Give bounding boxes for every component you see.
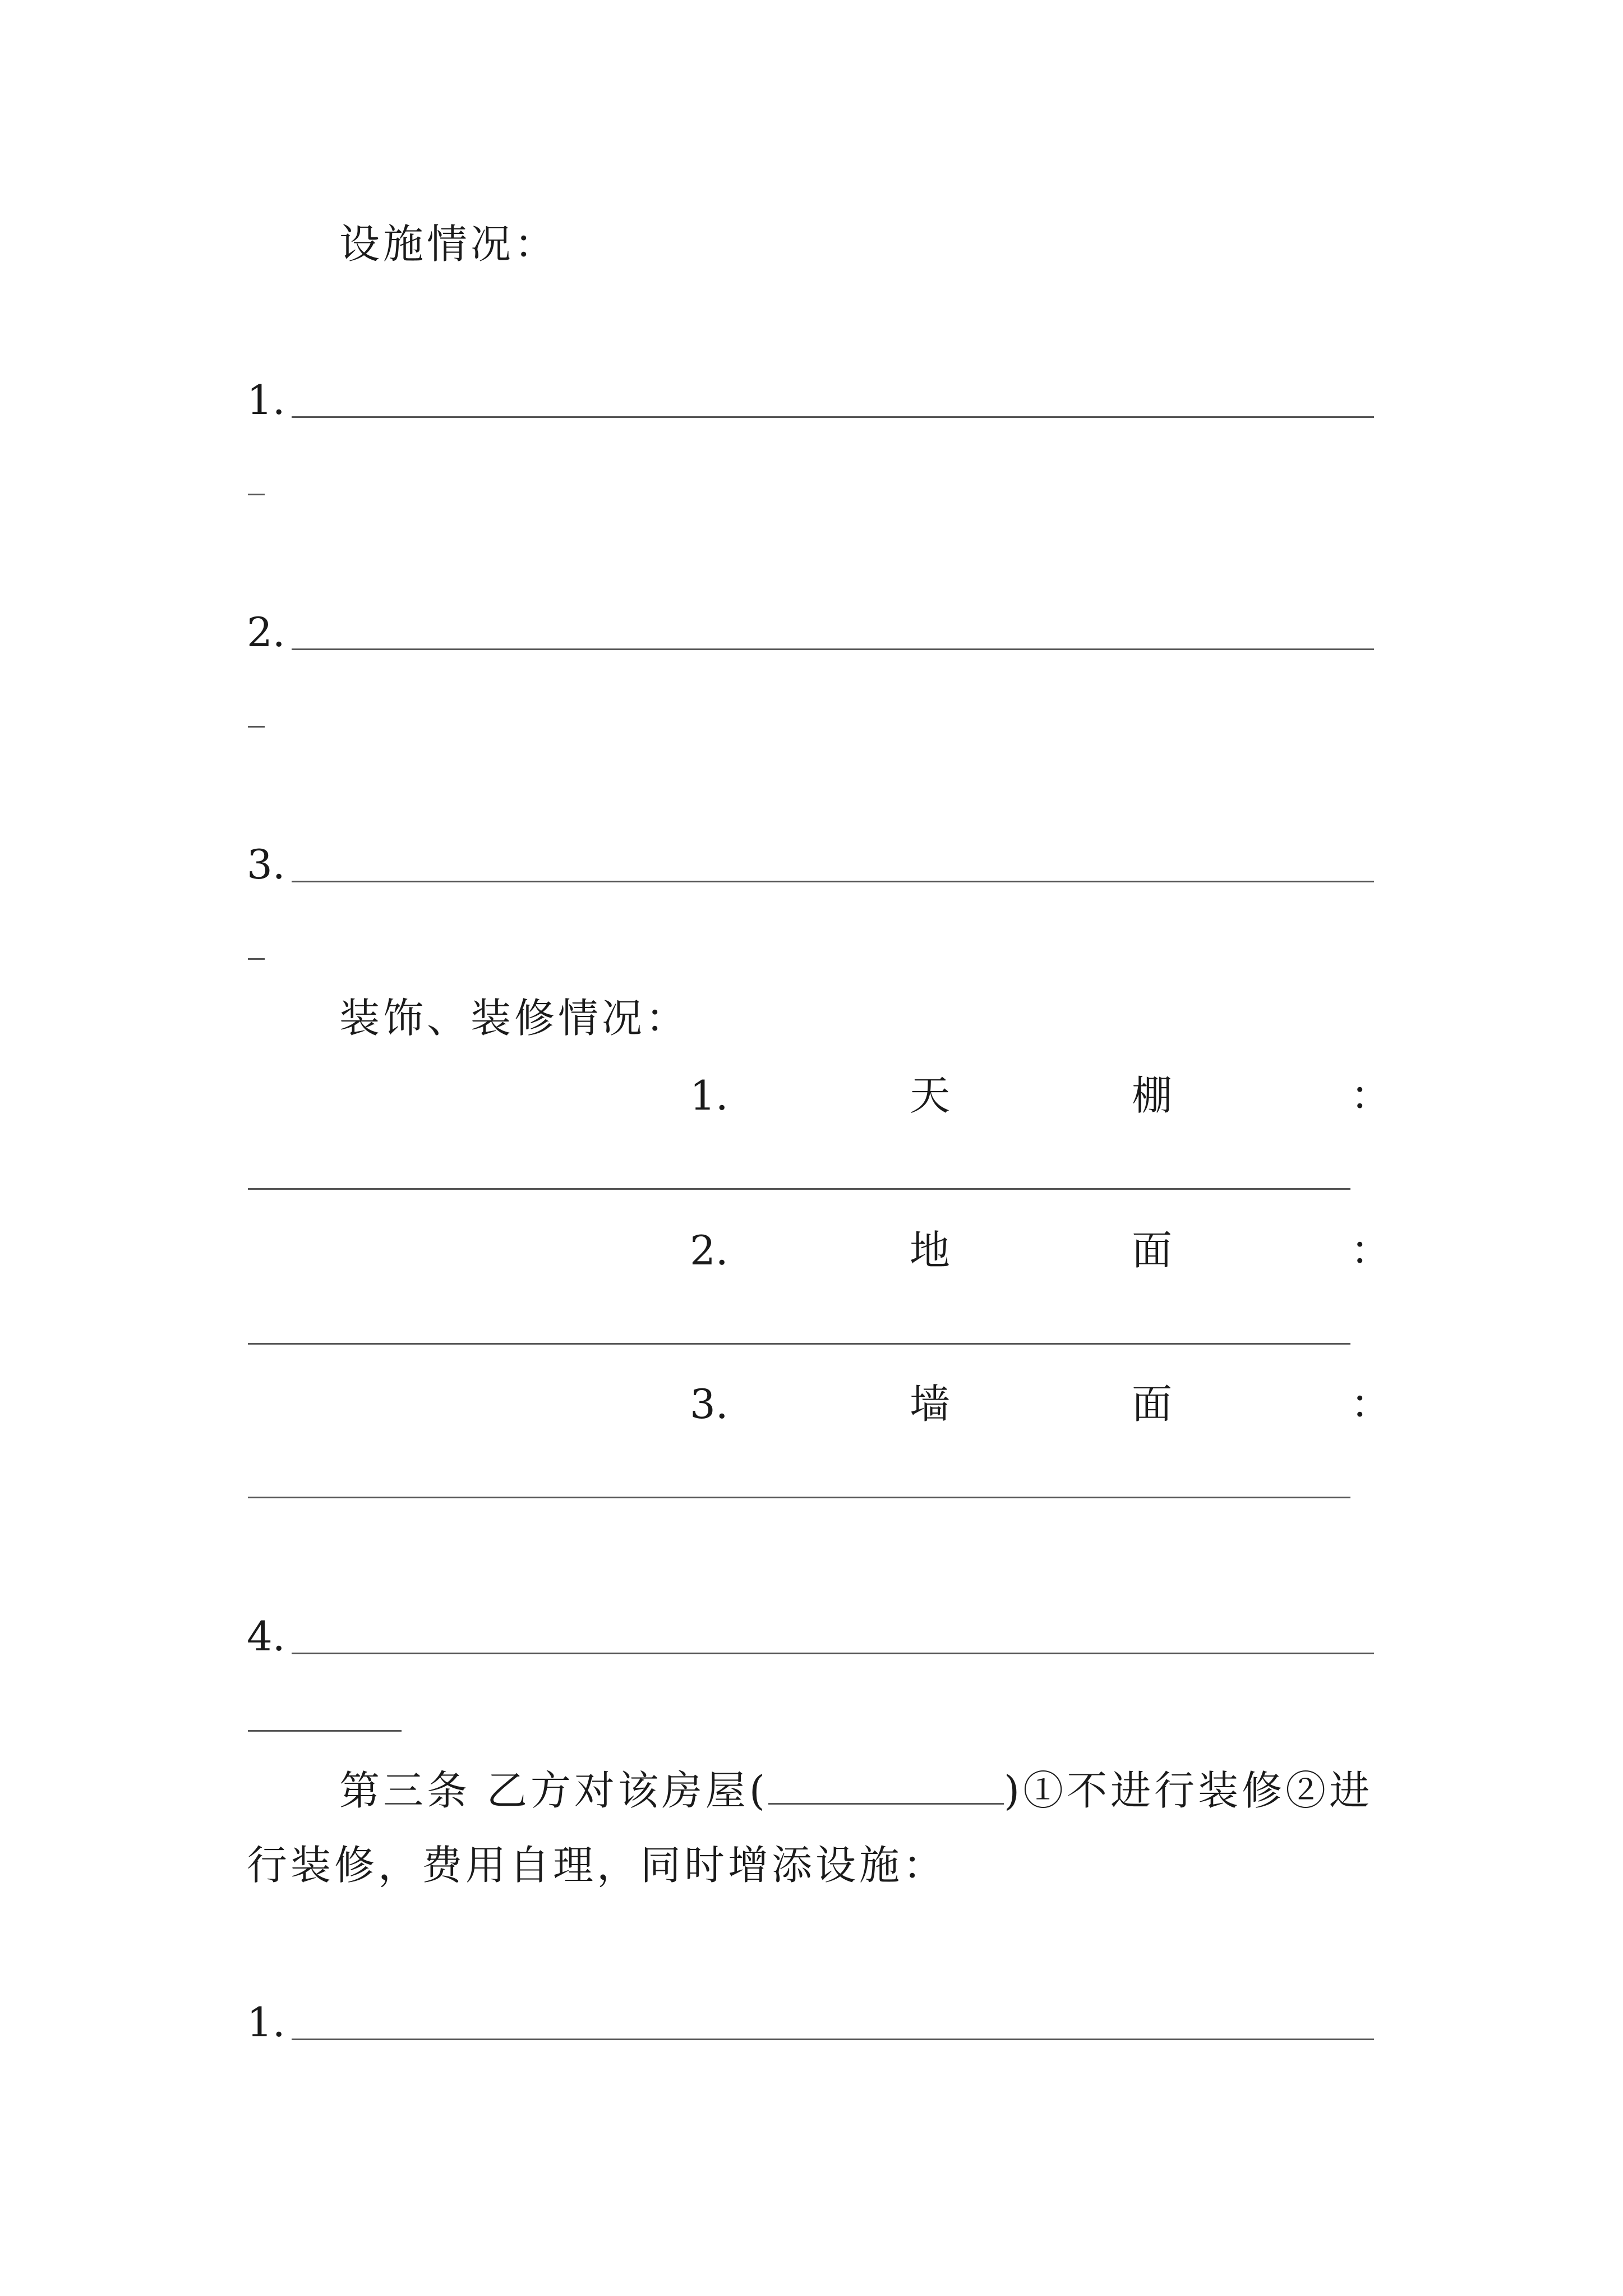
decoration-item-3-char1: 墙 — [910, 1381, 951, 1428]
decoration-item-2-blank[interactable] — [248, 1343, 1350, 1345]
decoration-item-3-colon: ： — [1350, 1381, 1391, 1428]
facilities-heading: 设施情况： — [339, 220, 559, 268]
article-3-choice-blank[interactable] — [768, 1764, 1004, 1805]
facilities-item-2-number: 2. — [247, 609, 285, 656]
decoration-item-1-char1: 天 — [910, 1072, 951, 1119]
facilities-item-1-continuation — [248, 494, 265, 495]
decoration-item-1-char2: 棚 — [1132, 1072, 1173, 1119]
facilities-item-3-blank[interactable] — [292, 881, 1374, 882]
facilities-item-1-blank[interactable] — [292, 416, 1374, 418]
decoration-item-4-number: 4. — [247, 1613, 285, 1660]
decoration-item-2-char2: 面 — [1132, 1227, 1173, 1274]
decoration-item-1-blank[interactable] — [248, 1188, 1350, 1190]
facilities-item-2-continuation — [248, 726, 265, 728]
decoration-item-2-char1: 地 — [910, 1227, 951, 1274]
article-3-suffix: )①不进行装修②进 — [1003, 1767, 1373, 1814]
article-3-line-2: 行装修，费用自理，同时增添设施： — [247, 1842, 947, 1889]
decoration-heading: 装饰、装修情况： — [339, 995, 690, 1042]
article-3-prefix: 第三条 乙方对该房屋( — [339, 1767, 768, 1814]
facilities-item-3-continuation — [248, 958, 265, 960]
article-3-item-1-blank[interactable] — [292, 2039, 1374, 2040]
decoration-item-3-blank[interactable] — [248, 1497, 1350, 1498]
article-3-item-1-number: 1. — [247, 1999, 285, 2046]
decoration-item-1-number: 1. — [690, 1072, 728, 1119]
decoration-item-4-blank[interactable] — [292, 1653, 1374, 1654]
facilities-item-1-number: 1. — [247, 376, 285, 424]
decoration-item-1-colon: ： — [1350, 1072, 1391, 1119]
decoration-item-2-number: 2. — [690, 1227, 728, 1274]
article-3-line-1 — [339, 1764, 1373, 1816]
decoration-item-3-number: 3. — [690, 1381, 728, 1428]
decoration-item-3-char2: 面 — [1132, 1381, 1173, 1428]
facilities-item-2-blank[interactable] — [292, 648, 1374, 650]
facilities-item-3-number: 3. — [247, 841, 285, 888]
decoration-item-2-colon: ： — [1350, 1227, 1391, 1274]
decoration-item-4-continuation — [248, 1730, 402, 1732]
